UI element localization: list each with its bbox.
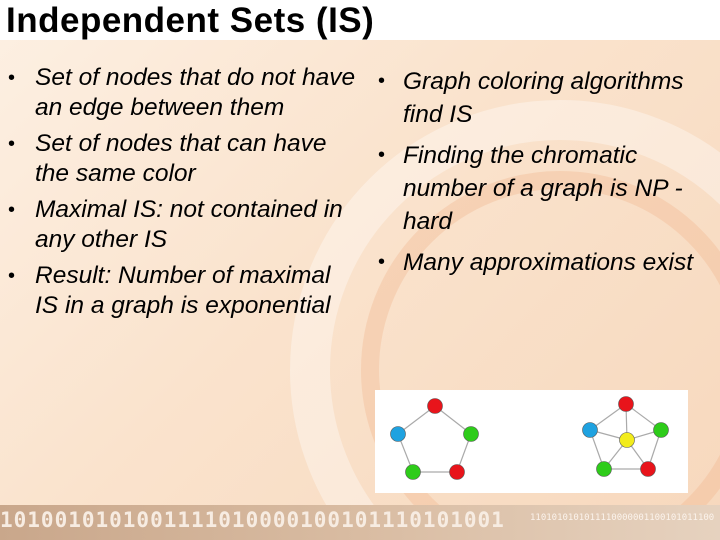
graph-node-green	[654, 423, 669, 438]
bullet-item: • Finding the chromatic number of a graph is NP -hard	[378, 139, 718, 238]
bullet-item: • Set of nodes that do not have an edge between them	[8, 63, 358, 123]
binary-footer-band	[0, 505, 720, 540]
bullet-item: • Graph coloring algorithms find IS	[378, 65, 718, 131]
graph-node-red	[428, 399, 443, 414]
title-bar	[0, 0, 720, 40]
graph-node-yellow	[620, 433, 635, 448]
left-bullet-list	[8, 63, 358, 327]
pentagon-graph	[391, 399, 479, 480]
graph-node-green	[406, 465, 421, 480]
graph-node-green	[597, 462, 612, 477]
graph-svg	[375, 390, 688, 493]
graph-node-blue	[391, 427, 406, 442]
graph-node-red	[641, 462, 656, 477]
graph-node-green	[464, 427, 479, 442]
graph-node-red	[619, 397, 634, 412]
bullet-item: • Maximal IS: not contained in any other IS	[8, 195, 358, 255]
slide-title: Independent Sets (IS)	[6, 1, 375, 40]
wheel-graph	[583, 397, 669, 477]
binary-footer-text: 1010010101001111010000100101110101001	[0, 508, 505, 532]
bullet-item: • Result: Number of maximal IS in a graph is exponential	[8, 261, 358, 321]
graph-node-red	[450, 465, 465, 480]
bullet-item: • Set of nodes that can have the same color	[8, 129, 358, 189]
right-bullet-list	[378, 65, 718, 287]
graph-illustration	[375, 390, 688, 493]
graph-node-blue	[583, 423, 598, 438]
binary-footer-small-text: 1101010101011110000001100101011100	[530, 513, 715, 523]
bullet-item: • Many approximations exist	[378, 246, 718, 279]
